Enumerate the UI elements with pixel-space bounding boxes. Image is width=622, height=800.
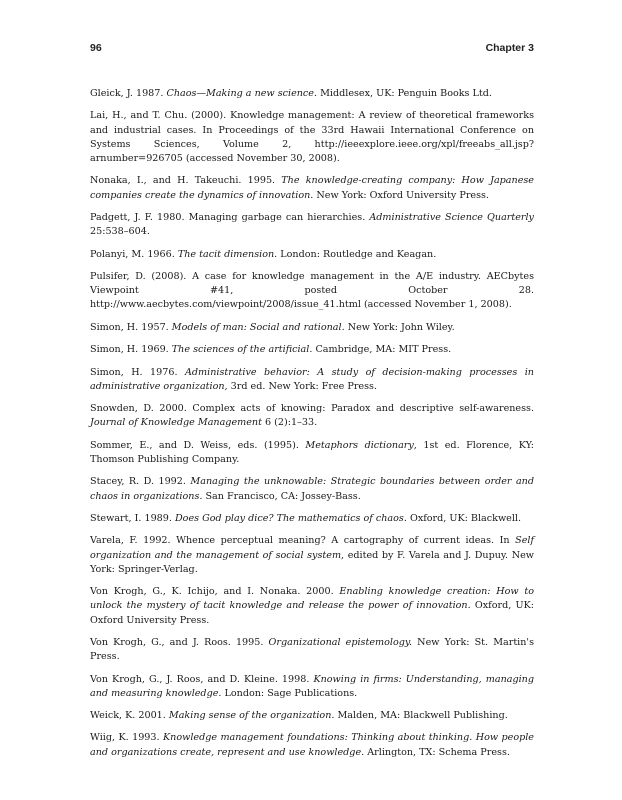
reference-entry: Varela, F. 1992. Whence perceptual meaning? A cartography of current ideas. In Self organization and the management of social system, edited by F. Varela and J. Dupuy. New York: Springer-Verlag. (90, 535, 534, 575)
reference-entry: Padgett, J. F. 1980. Managing garbage can hierarchies. Administrative Science Quarterly 25:538–604. (90, 211, 534, 238)
reference-entry: Stewart, I. 1989. Does God play dice? The mathematics of chaos. Oxford, UK: Blackwell. (90, 512, 522, 524)
reference-entry: Stacey, R. D. 1992. Managing the unknowable: Strategic boundaries between order and chaos in organizations. San Francisco, CA: Jossey-Bass. (90, 476, 534, 502)
reference-entry: Weick, K. 2001. Making sense of the organization. Malden, MA: Blackwell Publishing. (90, 710, 508, 722)
page-number: 96 (90, 42, 102, 54)
reference-list (90, 87, 534, 768)
reference-entry: Gleick, J. 1987. Chaos—Making a new science. Middlesex, UK: Penguin Books Ltd. (90, 88, 492, 99)
reference-entry: Nonaka, I., and H. Takeuchi. 1995. The knowledge-creating company: How Japanese companies create the dynamics of innovation. New York: Oxford University Press. (90, 175, 534, 201)
reference-entry: Von Krogh, G., and J. Roos. 1995. Organizational epistemology. New York: St. Martin's Press. (90, 636, 534, 663)
reference-entry: Von Krogh, G., K. Ichijo, and I. Nonaka. 2000. Enabling knowledge creation: How to unlock the mystery of tacit knowledge and release the power of innovation. Oxford, UK: Oxford University Press. (90, 586, 534, 626)
reference-entry: Snowden, D. 2000. Complex acts of knowing: Paradox and descriptive self-awareness. Journal of Knowledge Management 6 (2):1–33. (90, 403, 534, 429)
reference-entry: Sommer, E., and D. Weiss, eds. (1995). Metaphors dictionary, 1st ed. Florence, KY: Thomson Publishing Company. (90, 439, 534, 465)
reference-entry: Simon, H. 1969. The sciences of the artificial. Cambridge, MA: MIT Press. (90, 344, 452, 356)
reference-entry: Lai, H., and T. Chu. (2000). Knowledge management: A review of theoretical frameworks and industrial cases. In Proceedings of the 33rd Hawaii International Conference on Systems Sciences, Volume 2, http://ieeexplore.ieee.org/xpl/freeabs_all.jsp?arnumber=926705 (accessed November 30, 2008). (90, 110, 534, 164)
reference-entry: Simon, H. 1976. Administrative behavior: A study of decision-making processes in administrative organization, 3rd ed. New York: Free Press. (90, 366, 534, 392)
chapter-label: Chapter 3 (485, 42, 534, 54)
reference-entry: Pulsifer, D. (2008). A case for knowledge management in the A/E industry. AECbytes Viewpoint #41, posted October 28. http://www.aecbytes.com/viewpoint/2008/issue_41.html (accessed November 1, 2008). (90, 270, 534, 311)
reference-entry: Simon, H. 1957. Models of man: Social and rational. New York: John Wiley. (90, 321, 455, 333)
reference-entry: Wiig, K. 1993. Knowledge management foundations: Thinking about thinking. How people and organizations create, represent and use knowledge. Arlington, TX: Schema Press. (90, 732, 534, 758)
reference-entry: Polanyi, M. 1966. The tacit dimension. London: Routledge and Keagan. (90, 248, 437, 260)
page-header (90, 42, 534, 56)
reference-entry: Von Krogh, G., J. Roos, and D. Kleine. 1998. Knowing in firms: Understanding, managing and measuring knowledge. London: Sage Publications. (90, 673, 534, 699)
